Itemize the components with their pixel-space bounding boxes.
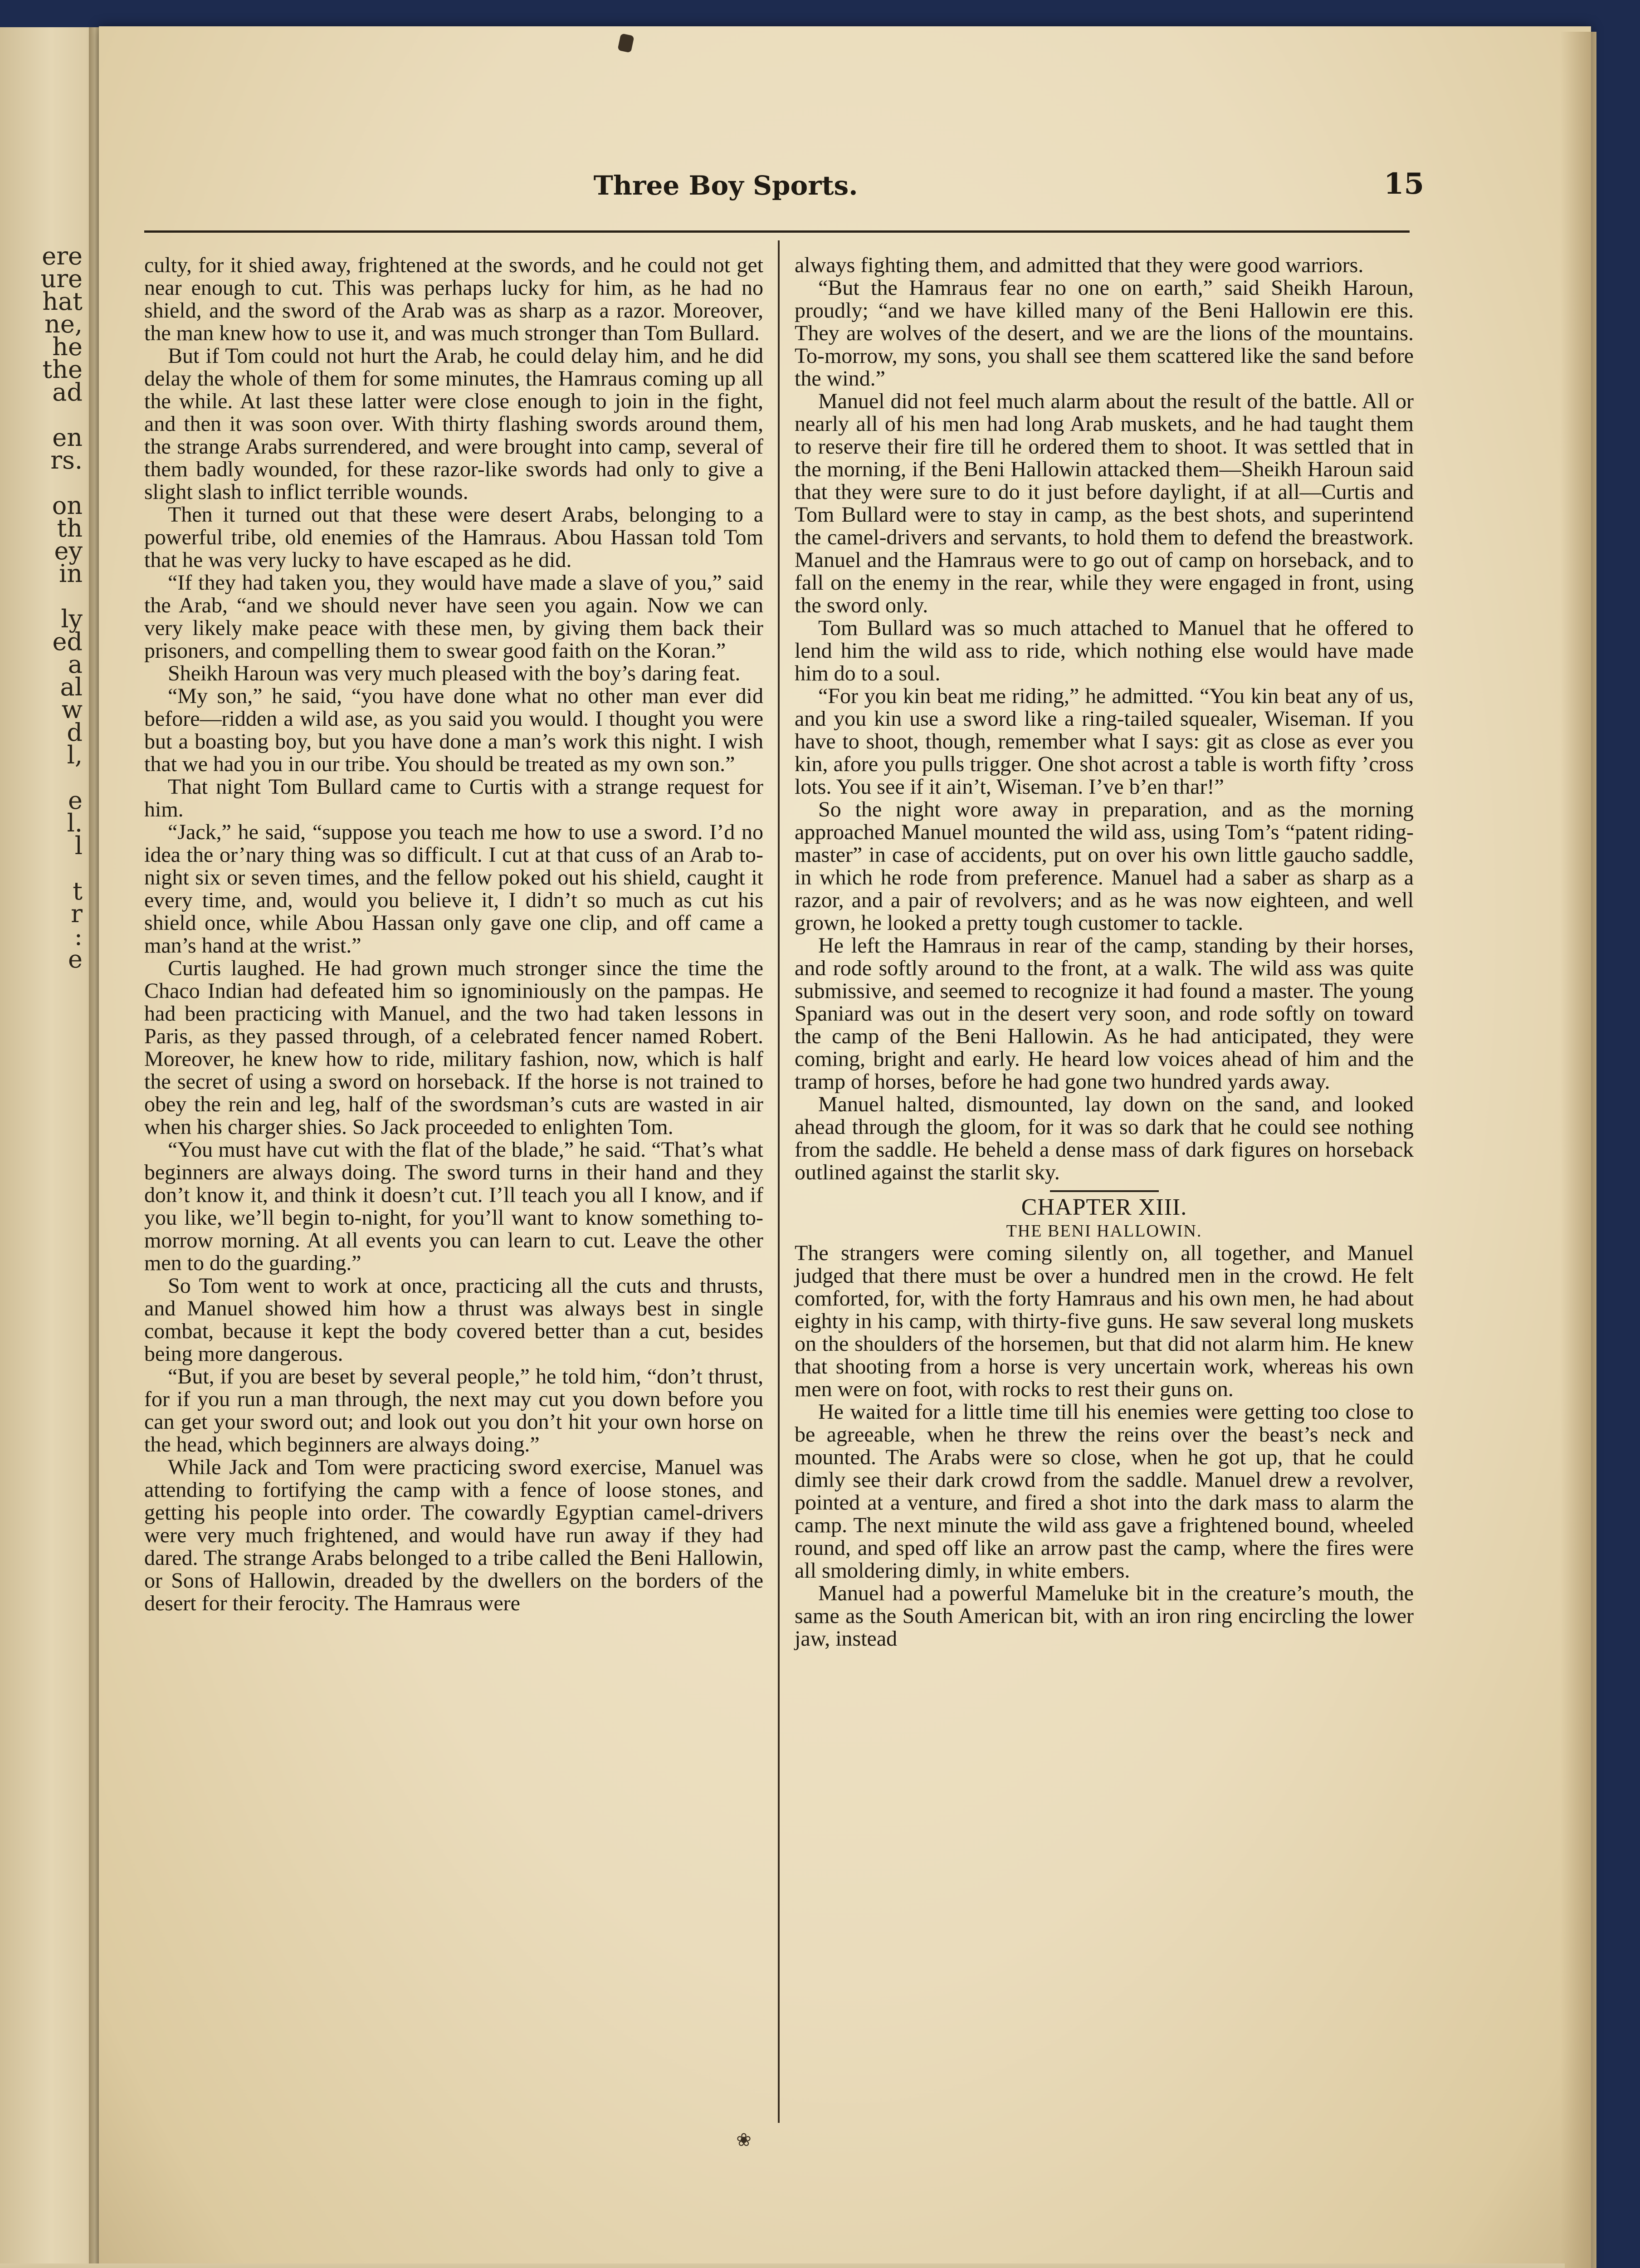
previous-page-fragment: a bbox=[68, 650, 83, 679]
previous-page-fragment: the bbox=[42, 355, 83, 384]
left-column-paragraph: Curtis laughed. He had grown much stronger since the time the Chaco Indian had defeated him so ignominiously on the pampas. He had been practicing with Manuel, and the two had taken lessons in Paris, as they passed through, of a celebrated fencer named Robert. Moreover, he knew how to ride, military fashion, now, which is half the secret of using a sword on horseback. If the horse is not trained to obey the rein and leg, half of the swordsman’s cuts are wasted in air when his charger shies. So Jack proceeded to enlighten Tom. bbox=[144, 956, 763, 1139]
left-column-paragraph: “You must have cut with the flat of the blade,” he said. “That’s what beginners are always doing. The sword turns in their hand and they don’t know it, and think it doesn’t cut. I’ll teach you all I know, and if you like, we’ll begin to-night, for you’ll want to know something to-morrow morning. At all events you can learn to cut. Leave the other men to do the guarding.” bbox=[144, 1138, 763, 1275]
previous-page-fragment: he bbox=[52, 332, 83, 361]
column-divider bbox=[778, 240, 780, 2123]
page-number: 15 bbox=[1383, 167, 1424, 201]
left-column-paragraph: So Tom went to work at once, practicing all the cuts and thrusts, and Manuel showed him how a thrust was always best in single combat, because it kept the body covered better than a cut, besides being more dangerous. bbox=[144, 1274, 763, 1366]
left-column-paragraph: culty, for it shied away, frightened at the swords, and he could not get near enough to cut. This was perhaps lucky for him, as he had no shield, and the sword of the Arab was as sharp as a razor. Moreover, the man knew how to use it, and was much stronger than Tom Bullard. bbox=[144, 253, 763, 345]
previous-page-fragment: ure bbox=[40, 264, 83, 293]
right-column-paragraph: The strangers were coming silently on, all together, and Manuel judged that there must be over a hundred men in the crowd. He felt comforted, for, with the forty Hamraus and his own men, he had about eighty in his camp, with thirty-five guns. He saw several long muskets on the shoulders of the horsemen, but that did not alarm him. He knew that shooting from a horse is very uncertain work, whereas his own men were on foot, with rocks to rest their guns on. bbox=[795, 1241, 1414, 1401]
previous-page-fragment: ere bbox=[42, 242, 83, 270]
previous-page-fragment: hat bbox=[42, 287, 83, 316]
right-column-paragraph: Manuel did not feel much alarm about the result of the battle. All or nearly all of his men had long Arab muskets, and he had taught them to reserve their fire till he ordered them to shoot. It was settled that in the morning, if the Beni Hallowin attacked them—Sheikh Haroun said that they were sure to do it just before daylight, if at all—Curtis and Tom Bullard were to stay in camp, as the best shots, and superintend the camel-drivers and servants, to hold them to defend the breastwork. Manuel and the Hamraus were to go out of camp on horseback, and to fall on the enemy in the rear, while they were engaged in front, using the sword only. bbox=[795, 389, 1414, 617]
right-column-paragraph: “But the Hamraus fear no one on earth,” said Sheikh Haroun, proudly; “and we have killed many of the Beni Hallowin ere this. They are wolves of the desert, and we are the lions of the mountains. To-morrow, my sons, you shall see them scattered like the sand before the wind.” bbox=[795, 276, 1414, 391]
previous-page-fragment: ed bbox=[52, 627, 83, 656]
previous-page-fragment: e bbox=[68, 945, 83, 973]
previous-page-fragment: w bbox=[61, 695, 83, 724]
chapter-separator-rule bbox=[1050, 1190, 1159, 1192]
previous-page-fragment bbox=[0, 971, 91, 993]
right-column-text-after-chapter bbox=[795, 1242, 1414, 1650]
previous-page-fragment: in bbox=[59, 559, 83, 588]
previous-page-fragment: ly bbox=[61, 605, 83, 633]
previous-page-fragment: al bbox=[60, 673, 83, 701]
right-column-paragraph: He left the Hamraus in rear of the camp, standing by their horses, and rode softly around to the front, at a walk. The wild ass was quite submissive, and seemed to recognize it had found a master. The young Spaniard was out in the desert very soon, and rode softly on toward the camp of the Beni Hallowin. As he had anticipated, they were coming, bright and early. He heard low voices ahead of him and the tramp of horses, before he had gone two hundred yards away. bbox=[795, 934, 1414, 1094]
previous-page-fragment: r bbox=[71, 899, 83, 928]
left-column-paragraph: Sheikh Haroun was very much pleased with the boy’s daring feat. bbox=[168, 661, 741, 685]
left-column-paragraph: Then it turned out that these were desert Arabs, belonging to a powerful tribe, old enemies of the Hamraus. Abou Hassan told Tom that he was very lucky to have escaped as he did. bbox=[144, 503, 763, 572]
right-column-paragraph: Manuel had a powerful Mameluke bit in the creature’s mouth, the same as the South American bit, with an iron ring encircling the lower jaw, instead bbox=[795, 1581, 1414, 1651]
page-edge-shadow bbox=[1560, 32, 1596, 2268]
chapter-subtitle: THE BENI HALLOWIN. bbox=[1006, 1222, 1202, 1241]
previous-page-fragment: e bbox=[68, 786, 83, 815]
previous-page-fragment: ad bbox=[52, 378, 83, 406]
left-column-paragraph: “If they had taken you, they would have made a slave of you,” said the Arab, “and we should never have seen you again. Now we can very likely make peace with these men, by giving them back their prisoners, and compelling them to swear good faith on the Koran.” bbox=[144, 571, 763, 663]
header-rule bbox=[144, 230, 1410, 233]
left-text-column bbox=[144, 254, 763, 1615]
previous-page-fragment: ne, bbox=[44, 310, 83, 338]
previous-page-fragment: l bbox=[74, 831, 83, 860]
right-column-paragraph: Manuel halted, dismounted, lay down on the sand, and looked ahead through the gloom, for it was so dark that he could see nothing from the saddle. He beheld a dense mass of dark figures on horseback outlined against the starlit sky. bbox=[795, 1092, 1414, 1184]
previous-page-edge bbox=[0, 27, 93, 2268]
previous-page-fragment: l. bbox=[67, 809, 83, 837]
left-column-paragraph: While Jack and Tom were practicing sword exercise, Manuel was attending to fortifying the camp with a fence of loose stones, and getting his people into order. The cowardly Egyptian camel-drivers were very much frightened, and would have run away if they had dared. The strange Arabs belonged to a tribe called the Beni Hallowin, or Sons of Hallowin, dreaded by the dwellers on the borders of the desert for their ferocity. The Hamraus were bbox=[144, 1455, 763, 1615]
previous-page-fragment: l, bbox=[67, 741, 83, 769]
right-column-paragraph: “For you kin beat me riding,” he admitted. “You kin beat any of us, and you kin use a sword like a ring-tailed squealer, Wiseman. If you have to shoot, though, remember what I says: git as close as ever you kin, afore you pulls trigger. One shot acrost a table is worth fifty ’cross lots. You see if it ain’t, Wiseman. I’ve b’en thar!” bbox=[795, 684, 1414, 799]
previous-page-fragment: : bbox=[74, 922, 83, 951]
previous-page-text-fragments bbox=[0, 242, 91, 993]
right-column-paragraph: always fighting them, and admitted that they were good warriors. bbox=[795, 253, 1364, 277]
left-column-paragraph: But if Tom could not hurt the Arab, he could delay him, and he did delay the whole of them for some minutes, the Hamraus coming up all the while. At last these latter were close enough to join in the fight, and then it was soon over. With thirty flashing swords around them, the strange Arabs surrendered, and were brought into camp, several of them badly wounded, for these razor-like swords had only to give a slight slash to inflict terrible wounds. bbox=[144, 344, 763, 504]
previous-page-fragment: on bbox=[52, 491, 83, 520]
page-bottom-edge bbox=[0, 2263, 1565, 2268]
right-column-paragraph: Tom Bullard was so much attached to Manuel that he offered to lend him the wild ass to ride, which nothing else would have made him do to a soul. bbox=[795, 616, 1414, 685]
right-text-column bbox=[795, 254, 1414, 1650]
right-column-paragraph: He waited for a little time till his enemies were getting too close to be agreeable, when he threw the reins over the beast’s neck and mounted. The Arabs were so close, when he got up, that he could dimly see their dark crowd from the saddle. Manuel drew a revolver, pointed at a venture, and fired a shot into the dark mass to alarm the camp. The next minute the wild ass gave a frightened bound, wheeled round, and sped off like an arrow past the camp, where the fires were all smoldering dimly, in white embers. bbox=[795, 1400, 1414, 1583]
previous-page-fragment: th bbox=[57, 514, 83, 543]
right-column-text-before-chapter bbox=[795, 254, 1414, 1184]
previous-page-fragment: t bbox=[73, 877, 83, 905]
left-column-paragraph: That night Tom Bullard came to Curtis with a strange request for him. bbox=[144, 775, 763, 821]
previous-page-fragment: ey bbox=[54, 537, 83, 565]
left-column-paragraph: “Jack,” he said, “suppose you teach me how to use a sword. I’d no idea the or’nary thing was so difficult. I cut at that cuss of an Arab to-night six or seven times, and the fellow poked out his shield, caught it every time, and, would you believe it, I didn’t so much as cut his shield once, while Abou Hassan only gave one clip, and off came a man’s hand at the wrist.” bbox=[144, 820, 763, 958]
right-column-paragraph: So the night wore away in preparation, and as the morning approached Manuel mounted the wild ass, using Tom’s “patent riding-master” in case of accidents, put on over his own little gaucho saddle, in which he rode from preference. Manuel had a saber as sharp as a razor, and a pair of revolvers; and as he was now eighteen, and well grown, he looked a pretty tough customer to tackle. bbox=[795, 797, 1414, 935]
previous-page-fragment: rs. bbox=[50, 446, 83, 474]
left-column-paragraph: “But, if you are beset by several people,” he told him, “don’t thrust, for if you run a man through, the next may cut you down before you can get your sword out; and look out you don’t hit your own horse on the head, which beginners are always doing.” bbox=[144, 1364, 763, 1457]
previous-page-fragment: d bbox=[67, 718, 83, 747]
chapter-heading: CHAPTER XIII. bbox=[1021, 1194, 1187, 1220]
previous-page-fragment: en bbox=[52, 423, 83, 452]
left-column-paragraph: “My son,” he said, “you have done what no other man ever did before—ridden a wild ase, as you said you would. I thought you were but a boasting boy, but you have done a man’s work this night. I wish that we had you in our tribe. You should be treated as my own son.” bbox=[144, 684, 763, 776]
printer-ornament-icon: ❀ bbox=[736, 2130, 752, 2151]
running-title: Three Boy Sports. bbox=[593, 170, 858, 201]
